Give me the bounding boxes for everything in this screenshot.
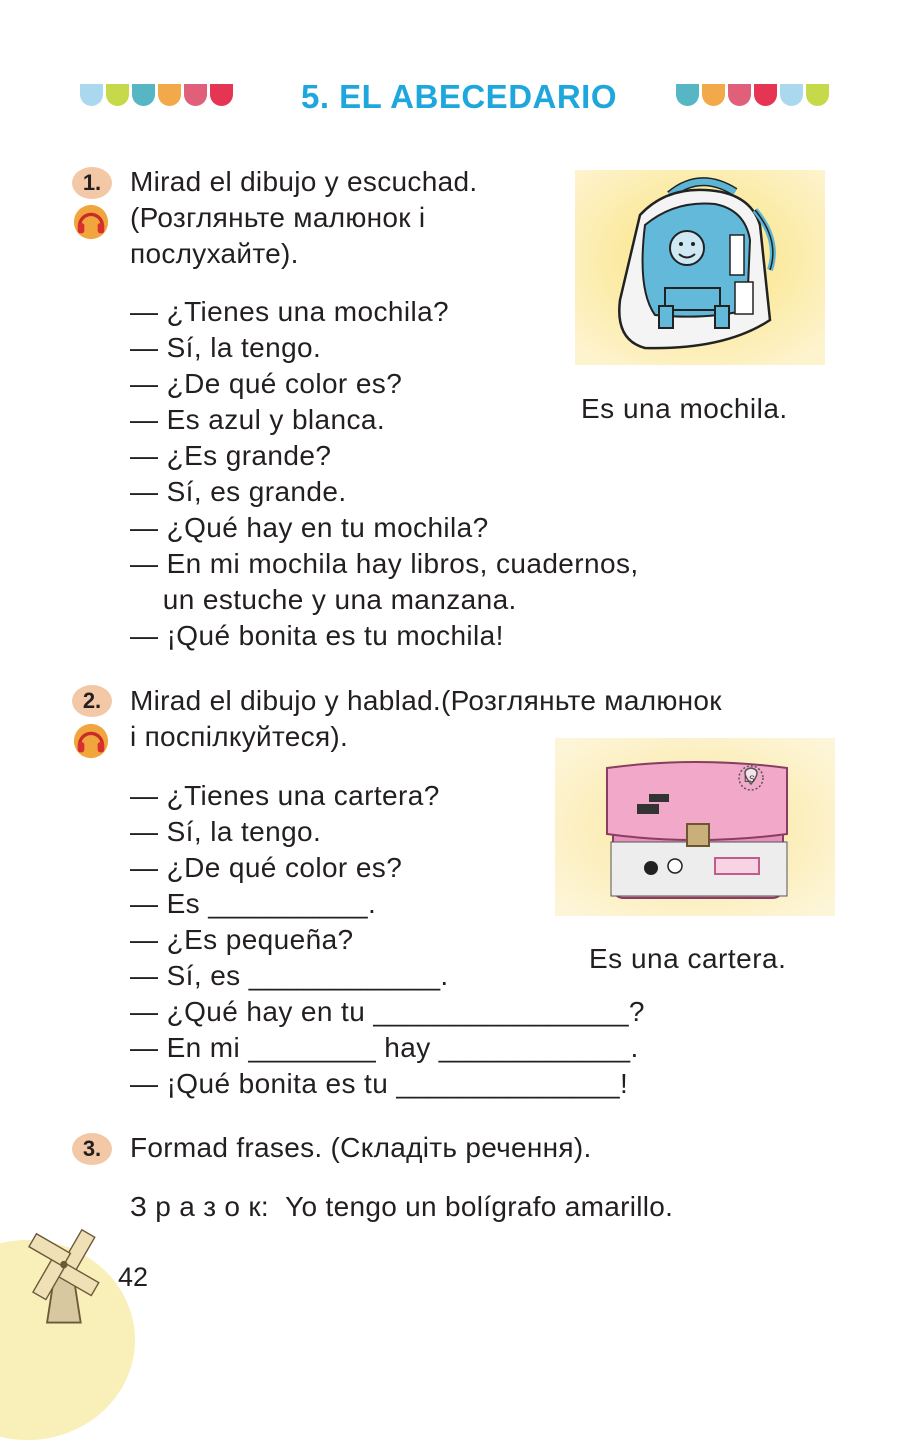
dialogue-line: — ¿Tienes una mochila? <box>130 296 450 327</box>
dialogue-line: — ¿Es pequeña? <box>130 924 354 955</box>
exercise2-instruction-line: і поспілкуйтеся). <box>130 721 349 752</box>
dialogue-line: — ¿Qué hay en tu mochila? <box>130 512 489 543</box>
school-bag-caption: Es una cartera. <box>589 943 787 974</box>
dialogue-line: — En mi ________ hay ____________. <box>130 1032 639 1063</box>
windmill-icon <box>6 1218 118 1330</box>
exercise1-instruction-line: (Розгляньте малюнок і <box>130 202 426 233</box>
exercise2-instruction-line: Mirad el dibujo y hablad.(Розгляньте малюнок <box>130 685 722 716</box>
backpack-caption: Es una mochila. <box>581 393 788 424</box>
dialogue-line: — Sí, la tengo. <box>130 816 322 847</box>
exercise-number: 3. <box>72 1133 112 1165</box>
dialogue-line: — Sí, es ____________. <box>130 960 449 991</box>
exercise1-instruction-line: послухайте). <box>130 238 299 269</box>
drop <box>676 84 699 106</box>
exercise-number: 2. <box>72 685 112 717</box>
drop <box>754 84 777 106</box>
dialogue-line: — Es __________. <box>130 888 377 919</box>
headphones-icon <box>72 203 110 241</box>
dialogue-line: — ¿Es grande? <box>130 440 332 471</box>
backpack-picture <box>575 170 825 365</box>
drop <box>728 84 751 106</box>
headphones-icon <box>72 722 110 760</box>
dialogue-line: — ¿De qué color es? <box>130 852 403 883</box>
dialogue-line: — ¿Tienes una cartera? <box>130 780 440 811</box>
dialogue-line: — Sí, la tengo. <box>130 332 322 363</box>
dialogue-line: — Sí, es grande. <box>130 476 347 507</box>
exercise1-dialogue <box>130 294 639 654</box>
exercise3-example: З р а з о к: Yo tengo un bolígrafo amarillo. <box>130 1191 674 1222</box>
drop <box>780 84 803 106</box>
school-bag-picture <box>555 738 835 916</box>
exercise1-instruction-line: Mirad el dibujo y escuchad. <box>130 166 478 197</box>
dialogue-line: un estuche y una manzana. <box>130 584 517 615</box>
dialogue-line: — En mi mochila hay libros, cuadernos, <box>130 548 639 579</box>
drop <box>702 84 725 106</box>
dialogue-line: — ¡Qué bonita es tu ______________! <box>130 1068 629 1099</box>
page-title: 5. EL ABECEDARIO <box>300 78 618 115</box>
drop <box>806 84 829 106</box>
dialogue-line: — ¡Qué bonita es tu mochila! <box>130 620 504 651</box>
page-number: 42 <box>118 1262 149 1292</box>
dialogue-line: — ¿Qué hay en tu ________________? <box>130 996 645 1027</box>
bag-label-text: LS <box>744 774 756 784</box>
exercise3-instruction: Formad frases. (Складіть речення). <box>130 1132 592 1163</box>
dialogue-line: — Es azul y blanca. <box>130 404 386 435</box>
right-decoration-drops <box>676 84 829 108</box>
exercise-number: 1. <box>72 167 112 199</box>
dialogue-line: — ¿De qué color es? <box>130 368 403 399</box>
